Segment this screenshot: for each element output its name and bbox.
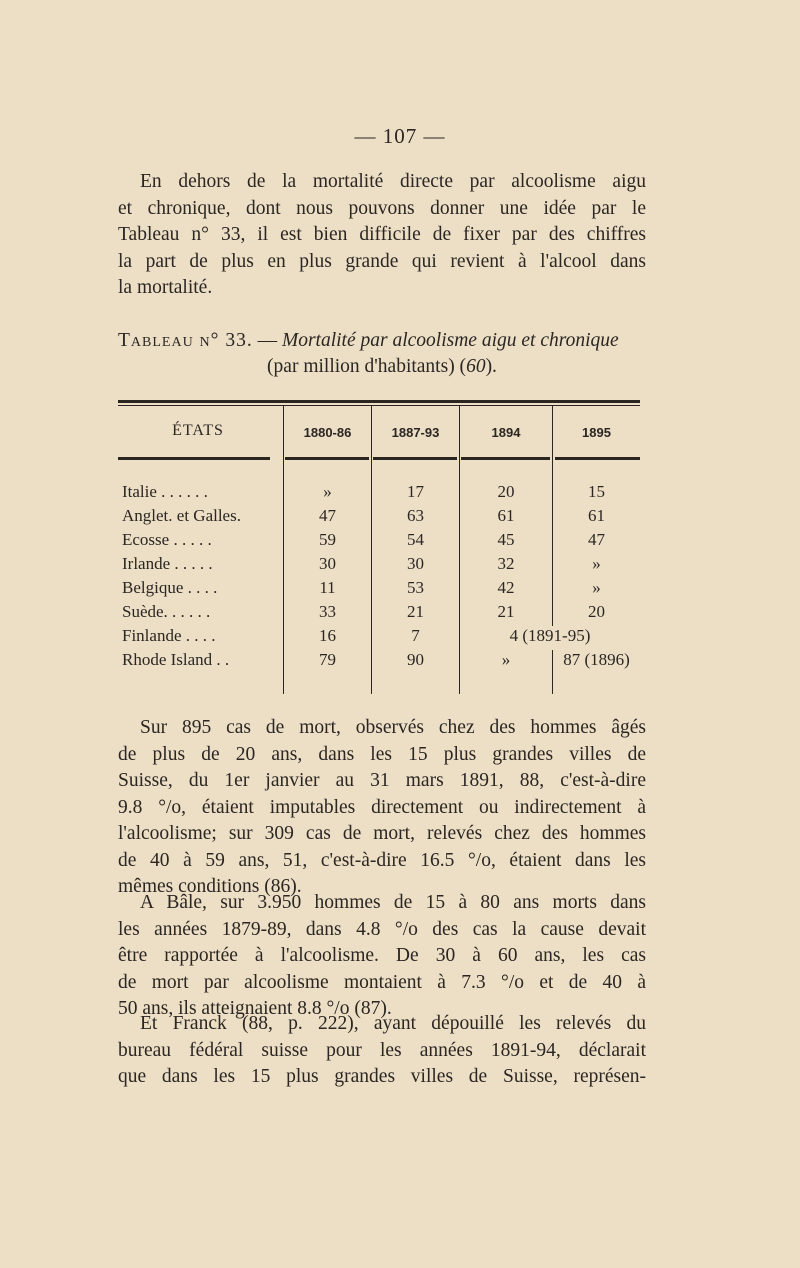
caption-dash: — (257, 330, 278, 351)
header-1887-93: 1887-93 (391, 425, 440, 440)
text-line: être rapportée à l'alcoolisme. De 30 à 60 ans, les cas (118, 945, 646, 966)
table-row: Ecosse . . . . . 59 54 45 47 (122, 530, 605, 549)
text-line: l'alcoolisme; sur 309 cas de mort, relevés chez des hommes (118, 823, 646, 844)
text-line: 50 ans, ils atteignaient 8.8 °/o (87). (118, 998, 392, 1019)
table-row: Irlande . . . . . 30 30 32 » (122, 554, 601, 573)
state-name: Belgique . . . . (122, 578, 218, 597)
state-name: Rhode Island . . (122, 650, 230, 669)
table-row: Suède. . . . . . 33 21 21 20 (122, 602, 605, 621)
header-1880-86: 1880-86 (303, 425, 352, 440)
header-1895: 1895 (582, 425, 611, 440)
text-line: les années 1879-89, dans 4.8 °/o des cas la cause devait (118, 918, 646, 940)
text-line: Tableau n° 33, il est bien difficile de fixer par des chiffres (118, 224, 646, 245)
paragraph-franck (118, 1011, 646, 1091)
text-line: Et Franck (88, p. 222), ayant dépouillé les relevés du (140, 1013, 646, 1034)
text-line: mêmes conditions (86). (118, 876, 302, 897)
table-subtitle: (par million d'habitants) (60). (267, 356, 497, 377)
text-line: Suisse, du 1er janvier au 31 mars 1891, 88, c'est-à-dire (118, 770, 646, 791)
state-name: Anglet. et Galles. (122, 506, 241, 525)
page-number: — 107 — (354, 124, 446, 148)
text-line: 9.8 °/o, étaient imputables directement ou indirectement à (118, 796, 646, 818)
header-1894: 1894 (491, 425, 521, 440)
spanned-cell: 4 (1891-95) (460, 626, 640, 646)
text-line: et chronique, dont nous pouvons donner une idée par le (118, 197, 646, 219)
state-name: Italie . . . . . . (122, 482, 208, 501)
state-name: Finlande . . . . (122, 626, 216, 645)
text-line: de mort par alcoolisme montaient à 7.3 °/o et de 40 à (118, 971, 646, 993)
table-row: Finlande . . . . 16 7 4 (1891-95) (118, 626, 640, 650)
mortality-table (118, 400, 640, 695)
header-etats: ÉTATS (172, 422, 224, 439)
table-row: Anglet. et Galles. 47 63 61 61 (122, 506, 605, 525)
table-row: Belgique . . . . 11 53 42 » (122, 578, 601, 597)
text-line: de 40 à 59 ans, 51, c'est-à-dire 16.5 °/o, étaient dans les (118, 849, 646, 871)
text-line: la mortalité. (118, 277, 213, 298)
paragraph-suisse (118, 715, 646, 901)
text-line: la part de plus en plus grande qui revient à l'alcool dans (118, 250, 646, 272)
table-label: Tableau n° 33. (118, 330, 253, 351)
text-line: En dehors de la mortalité directe par alcoolisme aigu (140, 171, 646, 192)
text-line: A Bâle, sur 3.950 hommes de 15 à 80 ans morts dans (140, 892, 646, 913)
intro-paragraph (118, 169, 646, 302)
table-row: Italie . . . . . . » 17 20 15 (122, 482, 605, 501)
table-title: Mortalité par alcoolisme aigu et chronique (281, 330, 619, 351)
text-line: bureau fédéral suisse pour les années 1891-94, déclarait (118, 1039, 646, 1061)
text-line: de plus de 20 ans, dans les 15 plus grandes villes de (118, 743, 646, 765)
text-line: Sur 895 cas de mort, observés chez des hommes âgés (140, 717, 646, 738)
paragraph-bale (118, 890, 646, 1023)
state-name: Irlande . . . . . (122, 554, 213, 573)
state-name: Ecosse . . . . . (122, 530, 212, 549)
state-name: Suède. . . . . . (122, 602, 211, 621)
table-row: Rhode Island . . 79 90 » 87 (1896) (122, 650, 630, 669)
text-line: que dans les 15 plus grandes villes de Suisse, représen- (118, 1066, 646, 1087)
table-caption (118, 328, 646, 380)
